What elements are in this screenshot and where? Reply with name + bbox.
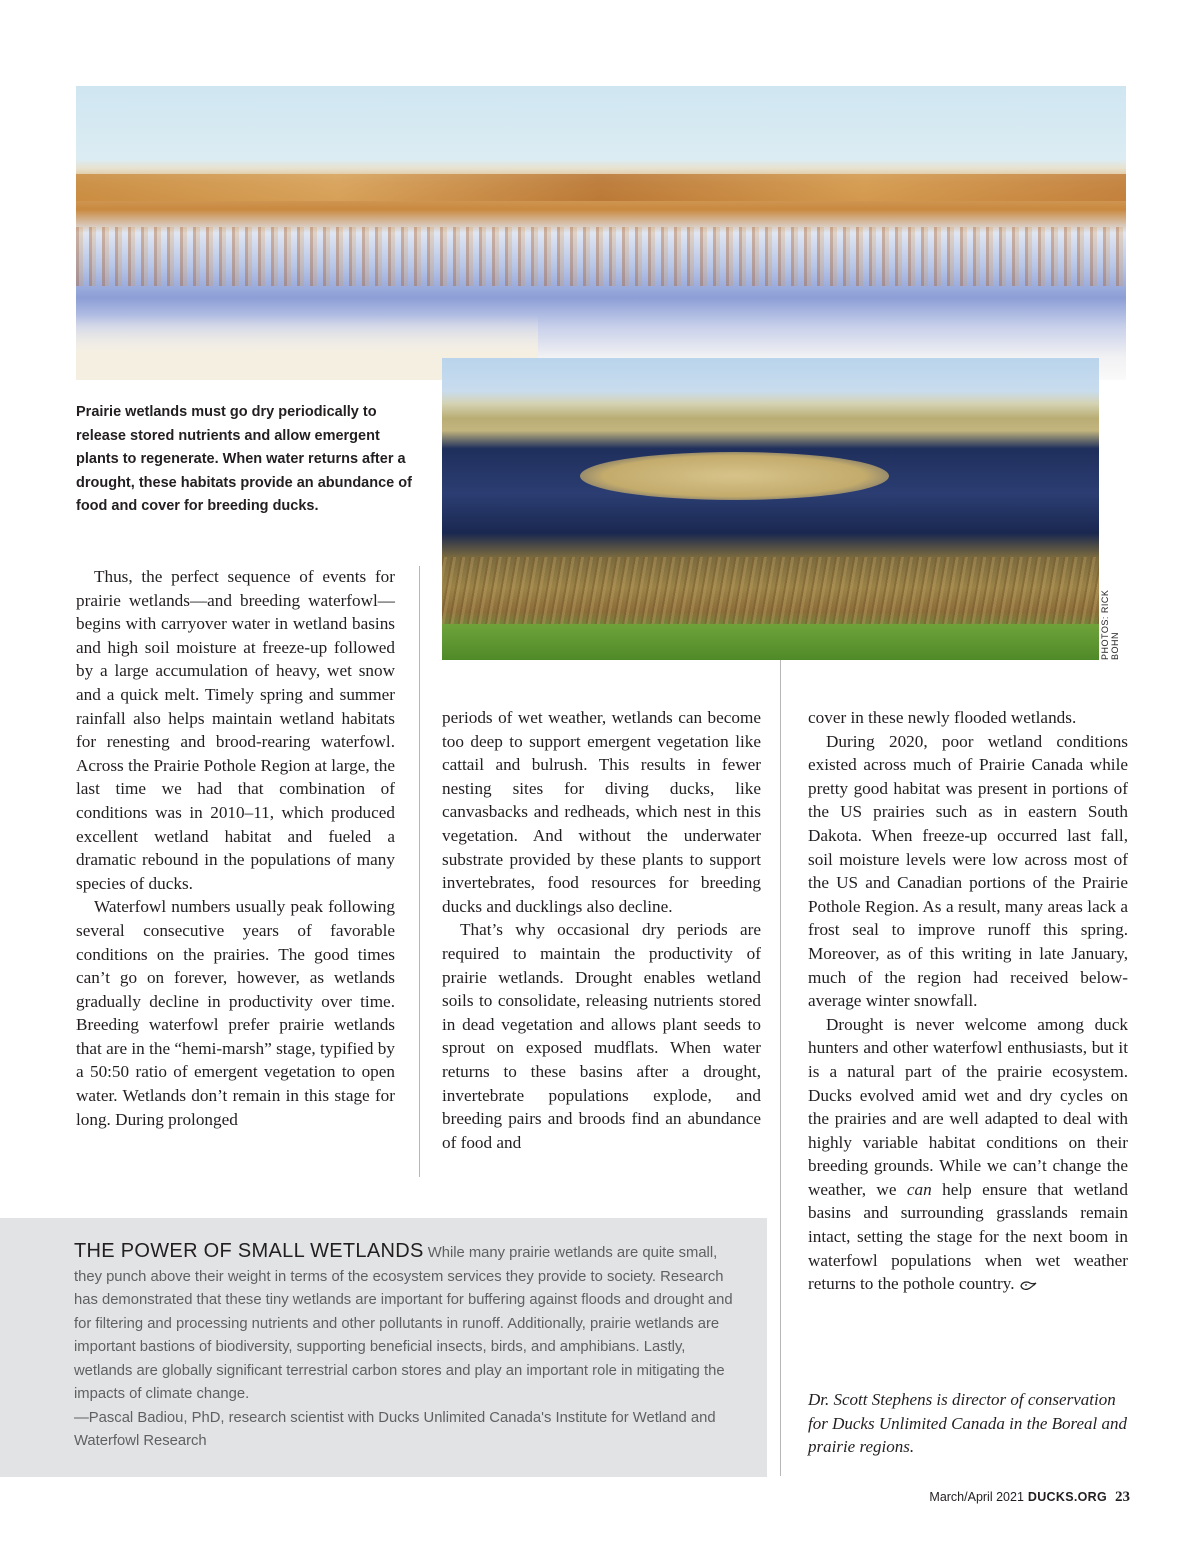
sidebar-title: THE POWER OF SMALL WETLANDS [74, 1240, 424, 1262]
paragraph: During 2020, poor wetland conditions existed across much of Prairie Canada while pretty good habitat was present in portions of the US prairies such as in eastern South Dakota. When freeze-up occurred last fall, soil moisture levels were low across most of the US and Canadian portions of the Prairie Pothole Region. As a result, many areas lack a frost seal to improve runoff this spring. Moreover, as of this writing in late January, much of the region had received below-average winter snowfall. [808, 731, 1128, 1011]
article-column-2 [442, 706, 761, 1154]
sidebar-body: While many prairie wetlands are quite small, they punch above their weight in terms of the ecosystem services they provide to society. Research has demonstrated that these tiny wetlands are important for buffering against floods and drought and for filtering and processing nutrients and other pollutants in runoff. Additionally, prairie wetlands are important bastions of biodiversity, supporting beneficial insects, birds, and amphibians. Lastly, wetlands are globally significant terrestrial carbon stores and play an important role in mitigating the impacts of climate change. [74, 1245, 733, 1402]
sidebar-content [74, 1240, 746, 1454]
duck-head-icon [1019, 1279, 1037, 1291]
photo-flooded-wetland [442, 358, 1099, 660]
issue-date: March/April 2021 [929, 1490, 1024, 1504]
paragraph: Waterfowl numbers usually peak following several consecutive years of favorable conditions on the prairies. The good times can’t go on forever, however, as wetlands gradually decline in productivity over time. Breeding waterfowl prefer prairie wetlands that are in the “hemi-marsh” stage, typified by a 50:50 ratio of emergent vegetation to open water. Wetlands don’t remain in this stage for long. During prolonged [76, 897, 395, 1129]
photo-caption: Prairie wetlands must go dry periodically to release stored nutrients and allow emergent plants to regenerate. When water returns after a drought, these habitats provide an abundance of food and cover for breeding ducks. [76, 404, 412, 514]
paragraph: periods of wet weather, wetlands can become too deep to support emergent vegetation like cattail and bulrush. This results in fewer nesting sites for diving ducks, like canvasbacks and redheads, which nest in this vegetation. And without the underwater substrate provided by these plants to support invertebrates, food resources for breeding ducks and ducklings also decline. [442, 708, 761, 916]
site-name: DUCKS.ORG [1027, 1490, 1107, 1504]
article-column-1 [76, 565, 395, 1131]
column-rule [780, 660, 781, 1476]
article-column-3 [808, 706, 1128, 1296]
page-footer [880, 1489, 1130, 1506]
sidebar-attribution: —Pascal Badiou, PhD, research scientist with Ducks Unlimited Canada's Institute for Wetland and Waterfowl Research [74, 1409, 716, 1449]
author-bio: Dr. Scott Stephens is director of conservation for Ducks Unlimited Canada in the Boreal and prairie regions. [808, 1390, 1128, 1456]
column-rule [419, 566, 420, 1177]
paragraph: Thus, the perfect sequence of events for prairie wetlands—and breeding waterfowl—begins with carryover water in wetland basins and high soil moisture at freeze-up followed by a large accumulation of heavy, wet snow and a quick melt. Timely spring and summer rainfall also helps maintain wetland habitats for renesting and brood-rearing waterfowl. Across the Prairie Pothole Region at large, the last time we had that combination of conditions was in 2010–11, which produced excellent wetland habitat and fueled a dramatic rebound in the populations of many species of ducks. [76, 567, 395, 893]
paragraph: That’s why occasional dry periods are required to maintain the productivity of prairie wetlands. Drought enables wetland soils to consolidate, releasing nutrients stored in dead vegetation and allows plant seeds to sprout on exposed mudflats. When water returns to these basins after a drought, invertebrate populations explode, and breeding pairs and broods find an abundance of food and [442, 920, 761, 1152]
photo-snowy-wetland [76, 86, 1126, 380]
paragraph: cover in these newly flooded wetlands. [808, 708, 1077, 727]
paragraph: Drought is never welcome among duck hunters and other waterfowl enthusiasts, but it is a natural part of the prairie ecosystem. Ducks evolved amid wet and dry cycles on the prairies and are well adapted to deal with highly variable habitat conditions on their breeding grounds. While we can’t change the weather, we can help ensure that wetland basins and surrounding grasslands remain intact, setting the stage for the next boom in waterfowl populations when wet weather returns to the pothole country. [808, 1014, 1128, 1294]
page-number: 23 [1115, 1489, 1130, 1505]
photo-credit: PHOTOS: RICK BOHN [1100, 589, 1120, 660]
